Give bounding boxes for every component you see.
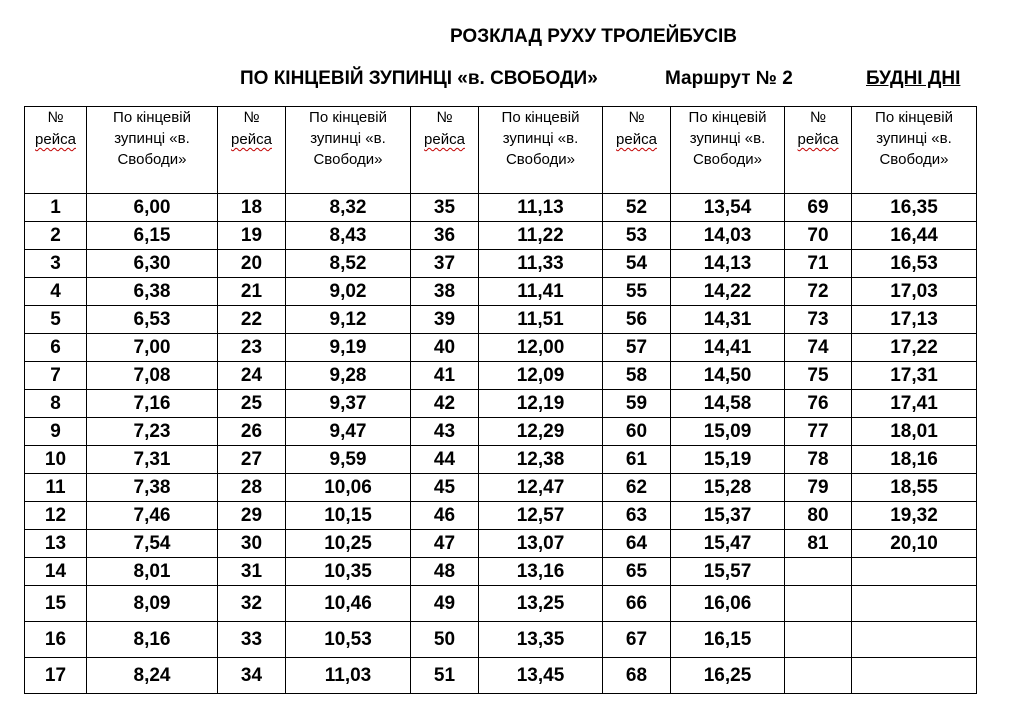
trip-number-cell: 50 <box>411 622 479 658</box>
trip-number-cell: 79 <box>785 474 852 502</box>
departure-time-cell: 12,19 <box>479 390 603 418</box>
departure-time-cell <box>852 558 977 586</box>
departure-time-cell: 10,53 <box>286 622 411 658</box>
table-row <box>25 502 977 530</box>
departure-time-cell: 10,46 <box>286 586 411 622</box>
table-row <box>25 390 977 418</box>
departure-time-cell: 10,06 <box>286 474 411 502</box>
departure-time-cell: 17,13 <box>852 306 977 334</box>
trip-word: рейса <box>231 131 272 148</box>
trip-word: рейса <box>616 131 657 148</box>
departure-time-cell: 9,59 <box>286 446 411 474</box>
trip-number-cell: 56 <box>603 306 671 334</box>
departure-time-cell <box>852 622 977 658</box>
departure-time-cell: 16,35 <box>852 194 977 222</box>
trip-word: рейса <box>797 131 839 148</box>
departure-time-cell: 15,28 <box>671 474 785 502</box>
trip-number-cell: 19 <box>218 222 286 250</box>
departure-time-cell: 14,31 <box>671 306 785 334</box>
trip-number-cell: 26 <box>218 418 286 446</box>
departure-time-cell: 15,47 <box>671 530 785 558</box>
trip-number-cell: 36 <box>411 222 479 250</box>
departure-time-cell: 9,47 <box>286 418 411 446</box>
header-row <box>25 107 977 194</box>
trip-number-cell: 72 <box>785 278 852 306</box>
departure-time-cell: 14,50 <box>671 362 785 390</box>
departure-time-cell: 8,16 <box>87 622 218 658</box>
table-row <box>25 446 977 474</box>
departure-time-cell: 11,22 <box>479 222 603 250</box>
departure-time-cell: 12,29 <box>479 418 603 446</box>
departure-time-cell: 6,53 <box>87 306 218 334</box>
table-row <box>25 362 977 390</box>
trip-number-cell: 70 <box>785 222 852 250</box>
departure-time-cell: 17,31 <box>852 362 977 390</box>
trip-number-cell: 67 <box>603 622 671 658</box>
trip-number-cell: 80 <box>785 502 852 530</box>
departure-time-cell: 7,00 <box>87 334 218 362</box>
departure-time-cell: 7,46 <box>87 502 218 530</box>
number-sign: № <box>47 109 64 126</box>
trip-number-cell: 10 <box>25 446 87 474</box>
trip-number-cell: 45 <box>411 474 479 502</box>
trip-number-cell: 53 <box>603 222 671 250</box>
trip-number-cell: 31 <box>218 558 286 586</box>
trip-number-cell: 49 <box>411 586 479 622</box>
trip-number-cell: 23 <box>218 334 286 362</box>
schedule-body <box>25 194 977 694</box>
trip-number-cell: 6 <box>25 334 87 362</box>
departure-time-cell: 15,37 <box>671 502 785 530</box>
trip-number-cell: 32 <box>218 586 286 622</box>
trip-number-cell: 14 <box>25 558 87 586</box>
trip-number-cell: 5 <box>25 306 87 334</box>
trip-number-cell: 15 <box>25 586 87 622</box>
trip-number-cell: 11 <box>25 474 87 502</box>
departure-time-cell: 7,23 <box>87 418 218 446</box>
departure-time-cell: 16,44 <box>852 222 977 250</box>
departure-time-cell: 14,13 <box>671 250 785 278</box>
departure-time-header: По кінцевій зупинці «в. Свободи» <box>852 107 977 194</box>
trip-number-cell <box>785 622 852 658</box>
trip-number-cell: 60 <box>603 418 671 446</box>
departure-time-cell: 20,10 <box>852 530 977 558</box>
trip-number-cell: 30 <box>218 530 286 558</box>
departure-time-cell: 9,28 <box>286 362 411 390</box>
trip-number-cell: 73 <box>785 306 852 334</box>
departure-time-cell: 16,53 <box>852 250 977 278</box>
trip-number-cell: 66 <box>603 586 671 622</box>
trip-number-cell: 13 <box>25 530 87 558</box>
departure-time-cell: 13,07 <box>479 530 603 558</box>
trip-number-cell: 4 <box>25 278 87 306</box>
trip-number-cell: 1 <box>25 194 87 222</box>
trip-number-cell: 35 <box>411 194 479 222</box>
departure-time-cell: 10,35 <box>286 558 411 586</box>
departure-time-cell: 16,25 <box>671 658 785 694</box>
trip-number-header <box>603 107 671 194</box>
trip-number-cell: 68 <box>603 658 671 694</box>
departure-time-cell: 18,16 <box>852 446 977 474</box>
departure-time-cell: 18,01 <box>852 418 977 446</box>
trip-number-cell: 77 <box>785 418 852 446</box>
departure-time-cell: 13,54 <box>671 194 785 222</box>
departure-time-cell: 14,03 <box>671 222 785 250</box>
departure-time-cell: 7,08 <box>87 362 218 390</box>
departure-time-cell: 11,51 <box>479 306 603 334</box>
table-row <box>25 250 977 278</box>
trip-number-cell: 59 <box>603 390 671 418</box>
departure-time-cell: 6,15 <box>87 222 218 250</box>
departure-time-cell: 14,58 <box>671 390 785 418</box>
departure-time-cell: 17,41 <box>852 390 977 418</box>
departure-time-cell: 8,09 <box>87 586 218 622</box>
departure-time-cell: 9,37 <box>286 390 411 418</box>
departure-time-cell: 18,55 <box>852 474 977 502</box>
trip-number-cell: 65 <box>603 558 671 586</box>
trip-number-cell: 16 <box>25 622 87 658</box>
departure-time-cell: 10,25 <box>286 530 411 558</box>
trip-number-cell: 9 <box>25 418 87 446</box>
number-sign: № <box>628 109 645 126</box>
departure-time-cell: 8,52 <box>286 250 411 278</box>
trip-number-cell: 43 <box>411 418 479 446</box>
trip-number-cell <box>785 658 852 694</box>
departure-time-cell: 12,00 <box>479 334 603 362</box>
departure-time-cell: 10,15 <box>286 502 411 530</box>
table-row <box>25 474 977 502</box>
trip-number-cell: 62 <box>603 474 671 502</box>
trip-number-cell: 71 <box>785 250 852 278</box>
departure-time-cell: 9,02 <box>286 278 411 306</box>
table-row <box>25 622 977 658</box>
table-row <box>25 278 977 306</box>
trip-number-cell: 47 <box>411 530 479 558</box>
departure-time-cell: 8,01 <box>87 558 218 586</box>
departure-time-cell: 12,09 <box>479 362 603 390</box>
trip-number-cell: 21 <box>218 278 286 306</box>
number-sign: № <box>436 109 453 126</box>
trip-number-cell: 29 <box>218 502 286 530</box>
trip-number-cell: 24 <box>218 362 286 390</box>
table-row <box>25 334 977 362</box>
departure-time-cell: 15,09 <box>671 418 785 446</box>
departure-time-cell: 11,41 <box>479 278 603 306</box>
departure-time-cell: 13,16 <box>479 558 603 586</box>
stop-name: ПО КІНЦЕВІЙ ЗУПИНЦІ «в. СВОБОДИ» <box>240 68 598 89</box>
trip-number-cell: 75 <box>785 362 852 390</box>
trip-number-header <box>785 107 852 194</box>
trip-number-cell: 58 <box>603 362 671 390</box>
trip-number-cell: 52 <box>603 194 671 222</box>
departure-time-cell: 13,25 <box>479 586 603 622</box>
trip-number-cell: 18 <box>218 194 286 222</box>
trip-word: рейса <box>424 131 465 148</box>
departure-time-cell: 13,45 <box>479 658 603 694</box>
departure-time-header: По кінцевій зупинці «в. Свободи» <box>286 107 411 194</box>
trip-number-cell: 39 <box>411 306 479 334</box>
trip-number-cell: 78 <box>785 446 852 474</box>
trip-number-cell: 22 <box>218 306 286 334</box>
departure-time-cell: 7,16 <box>87 390 218 418</box>
trip-number-cell: 38 <box>411 278 479 306</box>
departure-time-cell: 6,38 <box>87 278 218 306</box>
trip-number-cell: 3 <box>25 250 87 278</box>
trip-number-header <box>218 107 286 194</box>
departure-time-cell: 16,06 <box>671 586 785 622</box>
departure-time-cell: 6,30 <box>87 250 218 278</box>
table-row <box>25 418 977 446</box>
departure-time-cell: 9,19 <box>286 334 411 362</box>
trip-number-cell: 69 <box>785 194 852 222</box>
trip-number-cell <box>785 586 852 622</box>
trip-number-cell: 64 <box>603 530 671 558</box>
departure-time-cell: 11,33 <box>479 250 603 278</box>
weekdays-label: БУДНІ ДНІ <box>866 68 961 89</box>
departure-time-cell: 15,57 <box>671 558 785 586</box>
trip-number-cell: 34 <box>218 658 286 694</box>
departure-time-cell: 9,12 <box>286 306 411 334</box>
trip-number-cell: 20 <box>218 250 286 278</box>
trip-number-header <box>411 107 479 194</box>
table-row <box>25 586 977 622</box>
trip-number-cell: 44 <box>411 446 479 474</box>
trip-number-cell: 28 <box>218 474 286 502</box>
trip-number-cell: 27 <box>218 446 286 474</box>
departure-time-cell: 16,15 <box>671 622 785 658</box>
departure-time-cell: 11,13 <box>479 194 603 222</box>
departure-time-cell <box>852 658 977 694</box>
trip-number-cell: 41 <box>411 362 479 390</box>
trip-number-cell: 2 <box>25 222 87 250</box>
trip-number-cell: 54 <box>603 250 671 278</box>
trip-number-cell: 40 <box>411 334 479 362</box>
trip-number-cell: 55 <box>603 278 671 306</box>
departure-time-cell <box>852 586 977 622</box>
table-row <box>25 658 977 694</box>
departure-time-cell: 15,19 <box>671 446 785 474</box>
trip-number-cell: 48 <box>411 558 479 586</box>
table-row <box>25 558 977 586</box>
departure-time-cell: 17,22 <box>852 334 977 362</box>
trip-number-cell: 76 <box>785 390 852 418</box>
departure-time-cell: 8,32 <box>286 194 411 222</box>
trip-number-cell <box>785 558 852 586</box>
departure-time-cell: 13,35 <box>479 622 603 658</box>
departure-time-cell: 7,31 <box>87 446 218 474</box>
table-row <box>25 222 977 250</box>
departure-time-cell: 14,22 <box>671 278 785 306</box>
number-sign: № <box>809 109 827 126</box>
trip-number-cell: 51 <box>411 658 479 694</box>
departure-time-cell: 14,41 <box>671 334 785 362</box>
trip-number-cell: 63 <box>603 502 671 530</box>
trip-number-cell: 12 <box>25 502 87 530</box>
departure-time-cell: 6,00 <box>87 194 218 222</box>
trip-number-cell: 46 <box>411 502 479 530</box>
departure-time-cell: 8,24 <box>87 658 218 694</box>
departure-time-header: По кінцевій зупинці «в. Свободи» <box>671 107 785 194</box>
trip-word: рейса <box>35 131 76 148</box>
table-row <box>25 194 977 222</box>
departure-time-cell: 12,38 <box>479 446 603 474</box>
trip-number-cell: 74 <box>785 334 852 362</box>
number-sign: № <box>243 109 260 126</box>
trip-number-cell: 33 <box>218 622 286 658</box>
departure-time-cell: 8,43 <box>286 222 411 250</box>
trip-number-cell: 8 <box>25 390 87 418</box>
trip-number-cell: 7 <box>25 362 87 390</box>
trip-number-cell: 61 <box>603 446 671 474</box>
trip-number-cell: 37 <box>411 250 479 278</box>
schedule-title: РОЗКЛАД РУХУ ТРОЛЕЙБУСІВ <box>450 26 738 47</box>
trip-number-cell: 57 <box>603 334 671 362</box>
departure-time-header: По кінцевій зупинці «в. Свободи» <box>87 107 218 194</box>
departure-time-cell: 7,38 <box>87 474 218 502</box>
table-row <box>25 530 977 558</box>
departure-time-cell: 19,32 <box>852 502 977 530</box>
departure-time-cell: 12,57 <box>479 502 603 530</box>
departure-time-header: По кінцевій зупинці «в. Свободи» <box>479 107 603 194</box>
departure-time-cell: 11,03 <box>286 658 411 694</box>
trip-number-cell: 81 <box>785 530 852 558</box>
departure-time-cell: 17,03 <box>852 278 977 306</box>
trip-number-cell: 17 <box>25 658 87 694</box>
trip-number-cell: 42 <box>411 390 479 418</box>
route-number: Маршрут № 2 <box>665 68 793 89</box>
schedule-table <box>24 106 977 694</box>
departure-time-cell: 7,54 <box>87 530 218 558</box>
table-row <box>25 306 977 334</box>
departure-time-cell: 12,47 <box>479 474 603 502</box>
trip-number-header <box>25 107 87 194</box>
trip-number-cell: 25 <box>218 390 286 418</box>
